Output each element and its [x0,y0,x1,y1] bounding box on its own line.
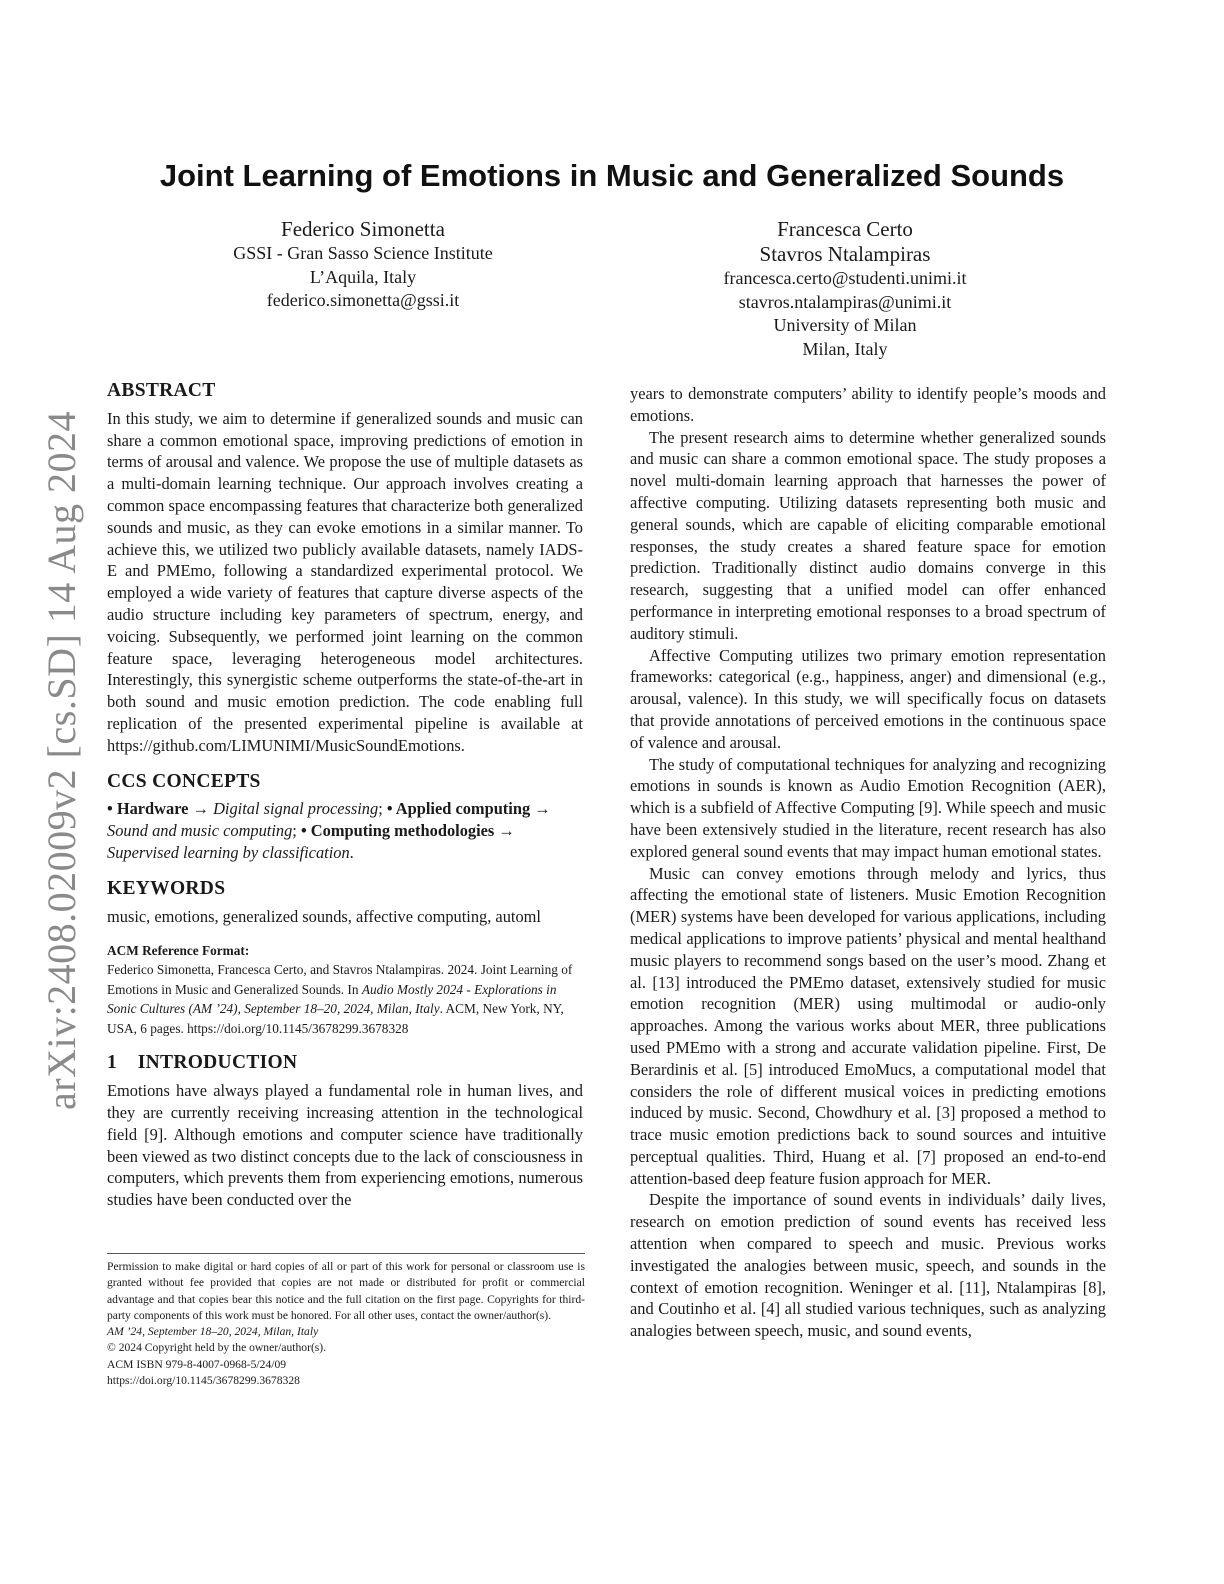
ccs-heading: CCS CONCEPTS [107,770,261,792]
ccs-concepts [107,798,583,863]
arxiv-stamp: arXiv:2408.02009v2 [cs.SD] 14 Aug 2024 [39,411,84,1110]
author-block-left [200,217,526,313]
paper-title: Joint Learning of Emotions in Music and Generalized Sounds [159,158,1065,193]
author-block-right [680,217,1010,361]
intro-paragraph: Affective Computing utilizes two primary emotion representation frameworks: categorical (e.g., happiness, anger) and dimensional (e.g., arousal, valence). In this study, we will specifically focus on datasets that provide annotations of perceived emotions in the continuous space of valence and arousal. [630,645,1106,752]
keywords-text: music, emotions, generalized sounds, affective computing, automl [107,906,541,926]
author-location: L’Aquila, Italy [309,266,417,287]
author-email: stavros.ntalampiras@unimi.it [738,291,952,312]
ccs-arrow: → [534,799,551,819]
acm-reference-venue: Audio Mostly 2024 - Explorations in Sonic Cultures (AM ’24), September 18–20, 2024, Milan, Italy [107,981,557,1017]
intro-paragraph: Despite the importance of sound events in individuals’ daily lives, research on emotion prediction of sound events has received less attention when compared to speech and music. Previous works investigated the analogies between music, speech, and sounds in the context of emotion recognition. Weninger et al. [11], Ntalampiras [8], and Coutinho et al. [4] all studied various techniques, such as analyzing analogies between speech, music, and sound events, [630,1190,1106,1341]
intro-paragraph: Music can convey emotions through melody and lyrics, thus affecting the emotional state of listeners. Music Emotion Recognition (MER) systems have been developed for various applications, including medical applications to improve patients’ physical and mental healthand music players to recommend songs based on the user’s mood. Zhang et al. [13] introduced the PMEmo dataset, extensively studied for music emotion recognition (MER) using multimodal or audio-only approaches. Among the various works about MER, three publications used PMEmo with a strong and accurate validation pipeline. First, De Berardinis et al. [5] introduced EmoMucs, a computational model that considers the role of different musical voices in predicting emotions induced by music. Second, Chowdhury et al. [3] proposed a method to trace music emotion predictions back to sound sources and intuitive perceptual qualities. Third, Huang et al. [7] proposed an end-to-end attention-based deep feature fusion approach for MER. [630,863,1106,1188]
author-affiliation: University of Milan [773,315,917,335]
doi-line: https://doi.org/10.1145/3678299.3678328 [107,1374,300,1388]
ccs-end: . [349,842,354,862]
author-name: Stavros Ntalampiras [759,242,931,266]
abstract-text: In this study, we aim to determine if generalized sounds and music can share a common emotional space, improving predictions of emotion in terms of arousal and valence. We propose the use of multiple datasets as a multi-domain learning technique. Our approach involves creating a common space encompassing features that characterize both generalized sounds and music, as they can evoke emotions in a similar manner. To achieve this, we utilized two publicly available datasets, namely IADS-E and PMEmo, following a standardized experimental protocol. We employed a wide variety of features that capture diverse aspects of the audio structure including key parameters of spectrum, energy, and voicing. Subsequently, we performed joint learning on the common feature space, leveraging heterogeneous model architectures. Interestingly, this synergistic scheme outperforms the state-of-the-art in both sound and music emotion prediction. The code enabling full replication of the presented experimental pipeline is available at https://github.com/LIMUNIMI/MusicSoundEmotions. [107,408,583,755]
acm-reference-heading: ACM Reference Format: [107,943,250,959]
ccs-subterm: Sound and music computing [107,821,293,841]
ccs-arrow: → [192,799,209,819]
left-column [107,380,583,1211]
intro-paragraph: The study of computational techniques for analyzing and recognizing emotions in sounds is known as Audio Emotion Recognition (AER), which is a subfield of Affective Computing [9]. While speech and music have been extensively studied in the literature, recent research has also explored general sound events that may impact human emotional states. [630,754,1106,861]
author-email: francesca.certo@studenti.unimi.it [723,268,967,288]
author-name: Francesca Certo [777,217,913,241]
intro-paragraph: Emotions have always played a fundamental role in human lives, and they are currently receiving increasing attention in the technological field [9]. Although emotions and computer science have traditionally been viewed as two distinct concepts due to the lack of consciousness in computers, which prevents them from experiencing emotions, numerous studies have been conducted over the [107,1081,583,1210]
ccs-term: • Hardware [107,799,189,819]
keywords-heading: KEYWORDS [107,877,226,899]
right-column [630,383,1106,1342]
author-name: Federico Simonetta [281,217,445,241]
abstract-heading: ABSTRACT [107,380,216,401]
permission-text: Permission to make digital or hard copies of all or part of this work for personal or classroom use is granted without fee provided that copies are not made or distributed for profit or commercial advantage and that copies bear this notice and the full citation on the first page. Copyrights for third-party components of this work must be honored. For all other uses, contact the owner/author(s). [107,1260,585,1322]
acm-reference-text [107,960,583,1038]
ccs-separator: ; [292,821,301,841]
ccs-term: • Applied computing [386,799,531,819]
ccs-subterm: Supervised learning by classification [107,842,350,862]
isbn-line: ACM ISBN 979-8-4007-0968-5/24/09 [107,1357,287,1371]
author-location: Milan, Italy [802,338,888,359]
ccs-subterm: Digital signal processing [213,799,379,819]
ccs-separator: ; [378,799,387,819]
intro-paragraph: The present research aims to determine whether generalized sounds and music can share a common emotional space. The study proposes a novel multi-domain learning approach that harnesses the power of affective computing. Utilizing datasets representing both music and general sounds, which are capable of eliciting comparable emotional responses, the study creates a shared feature space for emotion prediction. Traditionally distinct audio domains converge in this research, suggesting that a unified model can offer enhanced performance in interpreting emotional responses to a broad spectrum of auditory stimuli. [630,427,1106,643]
author-affiliation: GSSI - Gran Sasso Science Institute [233,243,493,263]
copyright-line: © 2024 Copyright held by the owner/author(s). [107,1341,327,1355]
conference-line: AM ’24, September 18–20, 2024, Milan, Italy [107,1325,319,1339]
ccs-term: • Computing methodologies [300,821,495,841]
ccs-arrow: → [498,821,515,841]
acm-reference-part: Federico Simonetta, Francesca Certo, and Stavros Ntalampiras. 2024. Joint Learning of Emotions in Music and Generalized Sounds. In [107,962,573,997]
acm-reference-part: . ACM, New York, NY, USA, 6 pages. https://doi.org/10.1145/3678299.3678328 [107,1001,564,1036]
introduction-heading: 1 INTRODUCTION [107,1052,298,1074]
author-email: federico.simonetta@gssi.it [266,290,460,310]
intro-paragraph: years to demonstrate computers’ ability to identify people’s moods and emotions. [630,384,1106,425]
permission-footnote [107,1253,585,1389]
